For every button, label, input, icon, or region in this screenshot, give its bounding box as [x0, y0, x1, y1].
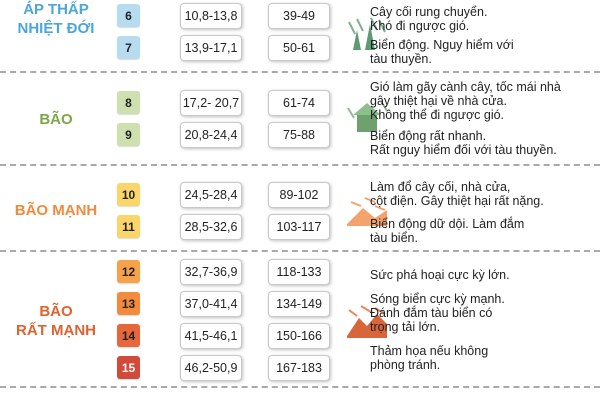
- speed-ms-cell: 28,5-32,6: [180, 214, 242, 240]
- effect-text: Cây cối rung chuyển. Khó đi ngược gió.: [370, 5, 488, 33]
- category-label: BÃO RẤT MẠNH: [16, 303, 96, 339]
- speed-kmh-cell: 103-117: [268, 214, 330, 240]
- category-label: BÃO MẠNH: [14, 202, 98, 219]
- level-badge: 7: [117, 36, 140, 59]
- level-badge: 8: [117, 91, 140, 114]
- speed-ms-cell: 46,2-50,9: [180, 355, 242, 381]
- level-badge: 9: [117, 123, 140, 146]
- effect-text: Sức phá hoại cực kỳ lớn.: [370, 268, 510, 282]
- category-label: BÃO: [39, 111, 73, 128]
- level-badge: 15: [117, 356, 140, 379]
- speed-kmh-cell: 61-74: [268, 90, 330, 116]
- speed-kmh-cell: 150-166: [268, 323, 330, 349]
- speed-ms-cell: 10,8-13,8: [180, 3, 242, 29]
- speed-kmh-cell: 89-102: [268, 182, 330, 208]
- speed-ms-cell: 32,7-36,9: [180, 259, 242, 285]
- speed-kmh-cell: 50-61: [268, 35, 330, 61]
- level-badge: 14: [117, 324, 140, 347]
- effect-text: Biển động. Nguy hiểm với tàu thuyền.: [370, 38, 514, 66]
- category-label: ÁP THẤP NHIỆT ĐỚI: [17, 1, 95, 37]
- effect-text: Biển động dữ dội. Làm đắm tàu biển.: [370, 217, 525, 245]
- level-badge: 10: [117, 183, 140, 206]
- speed-ms-cell: 17,2- 20,7: [180, 90, 242, 116]
- speed-ms-cell: 13,9-17,1: [180, 35, 242, 61]
- speed-ms-cell: 41,5-46,1: [180, 323, 242, 349]
- speed-kmh-cell: 167-183: [268, 355, 330, 381]
- level-badge: 11: [117, 215, 140, 238]
- level-badge: 12: [117, 260, 140, 283]
- speed-ms-cell: 20,8-24,4: [180, 122, 242, 148]
- speed-kmh-cell: 75-88: [268, 122, 330, 148]
- group-atnd: [0, 0, 600, 73]
- speed-ms-cell: 37,0-41,4: [180, 291, 242, 317]
- group-bao-rat-manh: [0, 252, 600, 388]
- speed-kmh-cell: 134-149: [268, 291, 330, 317]
- group-bao-manh: [0, 166, 600, 252]
- level-badge: 13: [117, 292, 140, 315]
- group-bao: [0, 73, 600, 166]
- effect-text: Làm đổ cây cối, nhà cửa, cột điện. Gây thiệt hại rất nặng.: [370, 180, 544, 208]
- effect-text: Thảm họa nếu không phòng tránh.: [370, 344, 489, 372]
- speed-kmh-cell: 118-133: [268, 259, 330, 285]
- effect-text: Gió làm gãy cành cây, tốc mái nhà gây thiệt hại về nhà cửa. Không thể đi ngược gió.: [370, 80, 561, 122]
- speed-kmh-cell: 39-49: [268, 3, 330, 29]
- level-badge: 6: [117, 4, 140, 27]
- speed-ms-cell: 24,5-28,4: [180, 182, 242, 208]
- effect-text: Biển động rất nhanh. Rất nguy hiểm đối với tàu thuyền.: [370, 129, 557, 157]
- effect-text: Sóng biển cực kỳ mạnh. Đánh đắm tàu biển có trọng tải lớn.: [370, 292, 505, 334]
